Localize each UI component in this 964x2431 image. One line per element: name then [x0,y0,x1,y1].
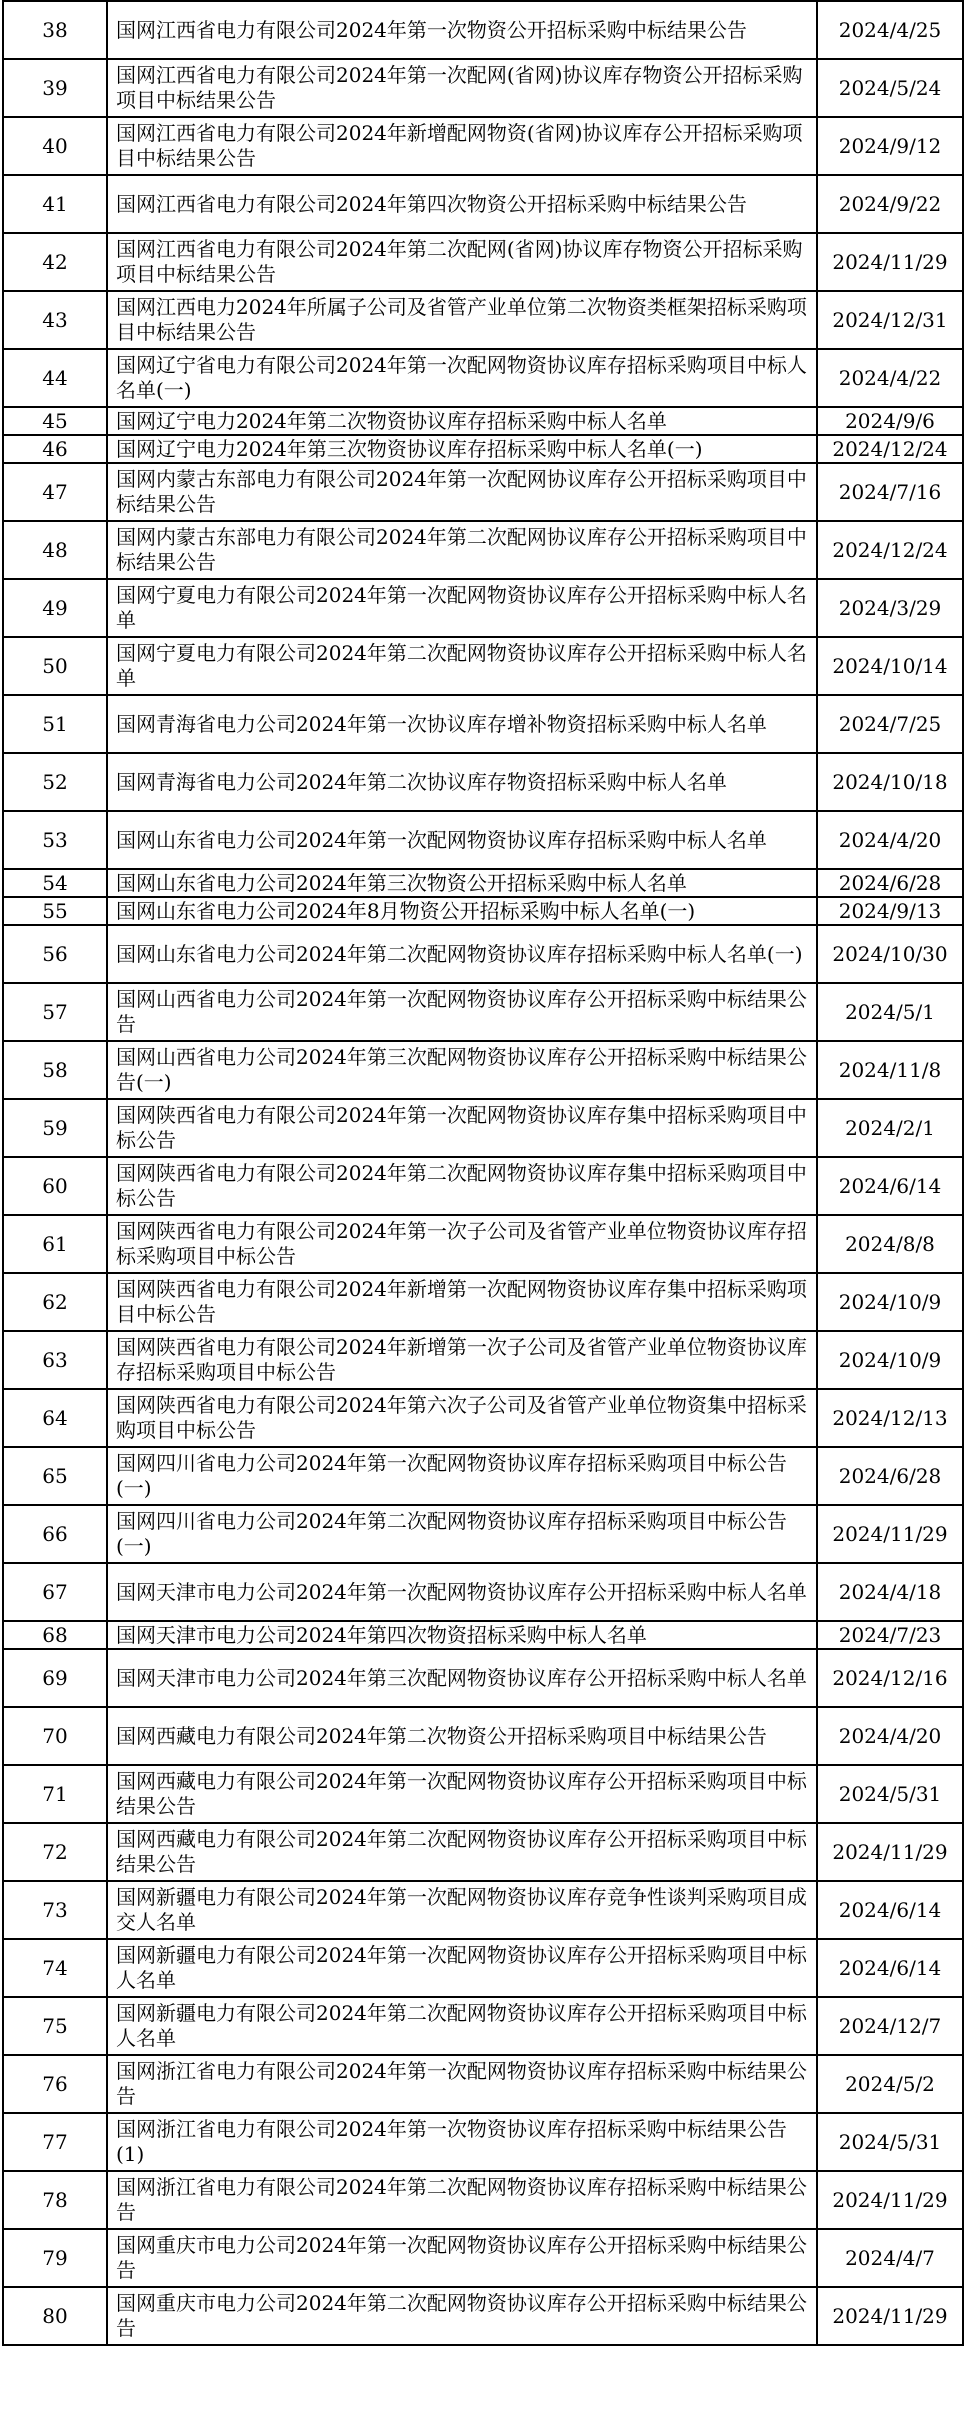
row-number: 76 [3,2055,107,2113]
table-row [3,983,963,1041]
row-date: 2024/8/8 [817,1215,963,1273]
row-title: 国网浙江省电力有限公司2024年第二次配网物资协议库存招标采购中标结果公告 [107,2171,817,2229]
row-date: 2024/6/14 [817,1939,963,1997]
row-number: 40 [3,117,107,175]
row-number: 63 [3,1331,107,1389]
table-row [3,1939,963,1997]
row-title: 国网西藏电力有限公司2024年第一次配网物资协议库存公开招标采购项目中标结果公告 [107,1765,817,1823]
table-row [3,1881,963,1939]
bid-results-table [2,0,964,2346]
table-row [3,579,963,637]
row-date: 2024/12/31 [817,291,963,349]
row-number: 38 [3,1,107,59]
row-title: 国网山西省电力公司2024年第一次配网物资协议库存公开招标采购中标结果公告 [107,983,817,1041]
row-date: 2024/7/23 [817,1621,963,1649]
row-title: 国网辽宁电力2024年第三次物资协议库存招标采购中标人名单(一) [107,435,817,463]
row-title: 国网山西省电力公司2024年第三次配网物资协议库存公开招标采购中标结果公告(一) [107,1041,817,1099]
row-title: 国网陕西省电力有限公司2024年第二次配网物资协议库存集中招标采购项目中标公告 [107,1157,817,1215]
table-row [3,435,963,463]
table-row [3,59,963,117]
table-row [3,1099,963,1157]
table-row [3,1505,963,1563]
table-row [3,233,963,291]
row-date: 2024/12/24 [817,521,963,579]
row-title: 国网内蒙古东部电力有限公司2024年第一次配网协议库存公开招标采购项目中标结果公告 [107,463,817,521]
row-title: 国网陕西省电力有限公司2024年新增第一次子公司及省管产业单位物资协议库存招标采购项目中标公告 [107,1331,817,1389]
table-row [3,1997,963,2055]
row-number: 49 [3,579,107,637]
table-row [3,869,963,897]
row-title: 国网天津市电力公司2024年第三次配网物资协议库存公开招标采购中标人名单 [107,1649,817,1707]
row-number: 74 [3,1939,107,1997]
table-row [3,2287,963,2345]
row-number: 64 [3,1389,107,1447]
row-number: 75 [3,1997,107,2055]
table-row [3,407,963,435]
row-number: 58 [3,1041,107,1099]
table-row [3,1215,963,1273]
table-row [3,521,963,579]
row-number: 44 [3,349,107,407]
row-date: 2024/6/28 [817,869,963,897]
row-title: 国网山东省电力公司2024年第三次物资公开招标采购中标人名单 [107,869,817,897]
row-date: 2024/11/8 [817,1041,963,1099]
table-row [3,1447,963,1505]
row-title: 国网浙江省电力有限公司2024年第一次配网物资协议库存招标采购中标结果公告 [107,2055,817,2113]
row-date: 2024/4/20 [817,1707,963,1765]
row-number: 50 [3,637,107,695]
table-row [3,1649,963,1707]
table-row [3,925,963,983]
table-row [3,1,963,59]
row-title: 国网新疆电力有限公司2024年第一次配网物资协议库存公开招标采购项目中标人名单 [107,1939,817,1997]
table-row [3,695,963,753]
table-row [3,897,963,925]
row-title: 国网江西电力2024年所属子公司及省管产业单位第二次物资类框架招标采购项目中标结果公告 [107,291,817,349]
row-number: 77 [3,2113,107,2171]
row-number: 80 [3,2287,107,2345]
row-title: 国网青海省电力公司2024年第一次协议库存增补物资招标采购中标人名单 [107,695,817,753]
row-title: 国网江西省电力有限公司2024年第四次物资公开招标采购中标结果公告 [107,175,817,233]
row-title: 国网宁夏电力有限公司2024年第一次配网物资协议库存公开招标采购中标人名单 [107,579,817,637]
row-date: 2024/10/18 [817,753,963,811]
table-row [3,175,963,233]
row-title: 国网江西省电力有限公司2024年第一次物资公开招标采购中标结果公告 [107,1,817,59]
row-date: 2024/10/14 [817,637,963,695]
row-date: 2024/9/6 [817,407,963,435]
table-row [3,1765,963,1823]
row-date: 2024/5/31 [817,1765,963,1823]
row-number: 43 [3,291,107,349]
row-date: 2024/10/30 [817,925,963,983]
row-number: 71 [3,1765,107,1823]
row-title: 国网重庆市电力公司2024年第一次配网物资协议库存公开招标采购中标结果公告 [107,2229,817,2287]
row-date: 2024/7/16 [817,463,963,521]
table-row [3,637,963,695]
row-title: 国网内蒙古东部电力有限公司2024年第二次配网协议库存公开招标采购项目中标结果公告 [107,521,817,579]
table-row [3,1563,963,1621]
row-title: 国网青海省电力公司2024年第二次协议库存物资招标采购中标人名单 [107,753,817,811]
table-row [3,2055,963,2113]
row-number: 60 [3,1157,107,1215]
table-row [3,2171,963,2229]
row-title: 国网陕西省电力有限公司2024年第六次子公司及省管产业单位物资集中招标采购项目中标公告 [107,1389,817,1447]
row-date: 2024/12/16 [817,1649,963,1707]
table-row [3,1389,963,1447]
row-date: 2024/9/13 [817,897,963,925]
row-date: 2024/7/25 [817,695,963,753]
row-title: 国网陕西省电力有限公司2024年第一次子公司及省管产业单位物资协议库存招标采购项目中标公告 [107,1215,817,1273]
row-number: 59 [3,1099,107,1157]
row-date: 2024/3/29 [817,579,963,637]
row-number: 52 [3,753,107,811]
row-number: 41 [3,175,107,233]
row-date: 2024/11/29 [817,1505,963,1563]
row-number: 42 [3,233,107,291]
row-title: 国网山东省电力公司2024年第一次配网物资协议库存招标采购中标人名单 [107,811,817,869]
row-number: 48 [3,521,107,579]
row-title: 国网辽宁省电力有限公司2024年第一次配网物资协议库存招标采购项目中标人名单(一) [107,349,817,407]
row-title: 国网山东省电力公司2024年第二次配网物资协议库存招标采购中标人名单(一) [107,925,817,983]
row-number: 79 [3,2229,107,2287]
row-date: 2024/5/1 [817,983,963,1041]
row-title: 国网新疆电力有限公司2024年第二次配网物资协议库存公开招标采购项目中标人名单 [107,1997,817,2055]
row-title: 国网浙江省电力有限公司2024年第一次物资协议库存招标采购中标结果公告(1) [107,2113,817,2171]
row-date: 2024/11/29 [817,2287,963,2345]
row-date: 2024/12/24 [817,435,963,463]
row-date: 2024/12/13 [817,1389,963,1447]
row-date: 2024/11/29 [817,2171,963,2229]
table-row [3,1331,963,1389]
row-date: 2024/4/7 [817,2229,963,2287]
table-row [3,753,963,811]
row-number: 72 [3,1823,107,1881]
table-row [3,1041,963,1099]
row-title: 国网四川省电力公司2024年第一次配网物资协议库存招标采购项目中标公告(一) [107,1447,817,1505]
row-title: 国网新疆电力有限公司2024年第一次配网物资协议库存竞争性谈判采购项目成交人名单 [107,1881,817,1939]
row-date: 2024/6/14 [817,1881,963,1939]
row-number: 56 [3,925,107,983]
row-date: 2024/11/29 [817,1823,963,1881]
table-row [3,1823,963,1881]
row-date: 2024/4/22 [817,349,963,407]
row-date: 2024/4/20 [817,811,963,869]
row-date: 2024/9/12 [817,117,963,175]
row-date: 2024/12/7 [817,1997,963,2055]
row-title: 国网江西省电力有限公司2024年新增配网物资(省网)协议库存公开招标采购项目中标结果公告 [107,117,817,175]
table-row [3,349,963,407]
row-date: 2024/2/1 [817,1099,963,1157]
row-number: 53 [3,811,107,869]
row-number: 73 [3,1881,107,1939]
row-date: 2024/4/25 [817,1,963,59]
table-row [3,2229,963,2287]
row-number: 62 [3,1273,107,1331]
row-number: 46 [3,435,107,463]
row-date: 2024/10/9 [817,1273,963,1331]
table-row [3,1707,963,1765]
row-title: 国网陕西省电力有限公司2024年第一次配网物资协议库存集中招标采购项目中标公告 [107,1099,817,1157]
row-number: 55 [3,897,107,925]
row-number: 51 [3,695,107,753]
table-row [3,1157,963,1215]
row-number: 65 [3,1447,107,1505]
table-row [3,463,963,521]
row-title: 国网四川省电力公司2024年第二次配网物资协议库存招标采购项目中标公告(一) [107,1505,817,1563]
row-number: 69 [3,1649,107,1707]
row-title: 国网陕西省电力有限公司2024年新增第一次配网物资协议库存集中招标采购项目中标公告 [107,1273,817,1331]
row-date: 2024/6/28 [817,1447,963,1505]
table-row [3,1273,963,1331]
row-title: 国网辽宁电力2024年第二次物资协议库存招标采购中标人名单 [107,407,817,435]
row-number: 54 [3,869,107,897]
table-row [3,2113,963,2171]
row-date: 2024/4/18 [817,1563,963,1621]
row-number: 70 [3,1707,107,1765]
row-date: 2024/5/31 [817,2113,963,2171]
row-number: 78 [3,2171,107,2229]
row-number: 66 [3,1505,107,1563]
row-number: 67 [3,1563,107,1621]
table-body [3,1,963,2345]
row-title: 国网江西省电力有限公司2024年第二次配网(省网)协议库存物资公开招标采购项目中标结果公告 [107,233,817,291]
row-title: 国网西藏电力有限公司2024年第二次配网物资协议库存公开招标采购项目中标结果公告 [107,1823,817,1881]
row-date: 2024/10/9 [817,1331,963,1389]
row-title: 国网天津市电力公司2024年第四次物资招标采购中标人名单 [107,1621,817,1649]
row-number: 57 [3,983,107,1041]
row-title: 国网宁夏电力有限公司2024年第二次配网物资协议库存公开招标采购中标人名单 [107,637,817,695]
row-date: 2024/5/2 [817,2055,963,2113]
row-number: 45 [3,407,107,435]
table-row [3,1621,963,1649]
row-title: 国网江西省电力有限公司2024年第一次配网(省网)协议库存物资公开招标采购项目中标结果公告 [107,59,817,117]
table-row [3,811,963,869]
row-title: 国网天津市电力公司2024年第一次配网物资协议库存公开招标采购中标人名单 [107,1563,817,1621]
row-date: 2024/9/22 [817,175,963,233]
row-number: 68 [3,1621,107,1649]
row-date: 2024/6/14 [817,1157,963,1215]
table-row [3,291,963,349]
row-title: 国网重庆市电力公司2024年第二次配网物资协议库存公开招标采购中标结果公告 [107,2287,817,2345]
table-row [3,117,963,175]
row-title: 国网山东省电力公司2024年8月物资公开招标采购中标人名单(一) [107,897,817,925]
row-date: 2024/5/24 [817,59,963,117]
row-number: 61 [3,1215,107,1273]
row-date: 2024/11/29 [817,233,963,291]
row-number: 47 [3,463,107,521]
row-title: 国网西藏电力有限公司2024年第二次物资公开招标采购项目中标结果公告 [107,1707,817,1765]
row-number: 39 [3,59,107,117]
